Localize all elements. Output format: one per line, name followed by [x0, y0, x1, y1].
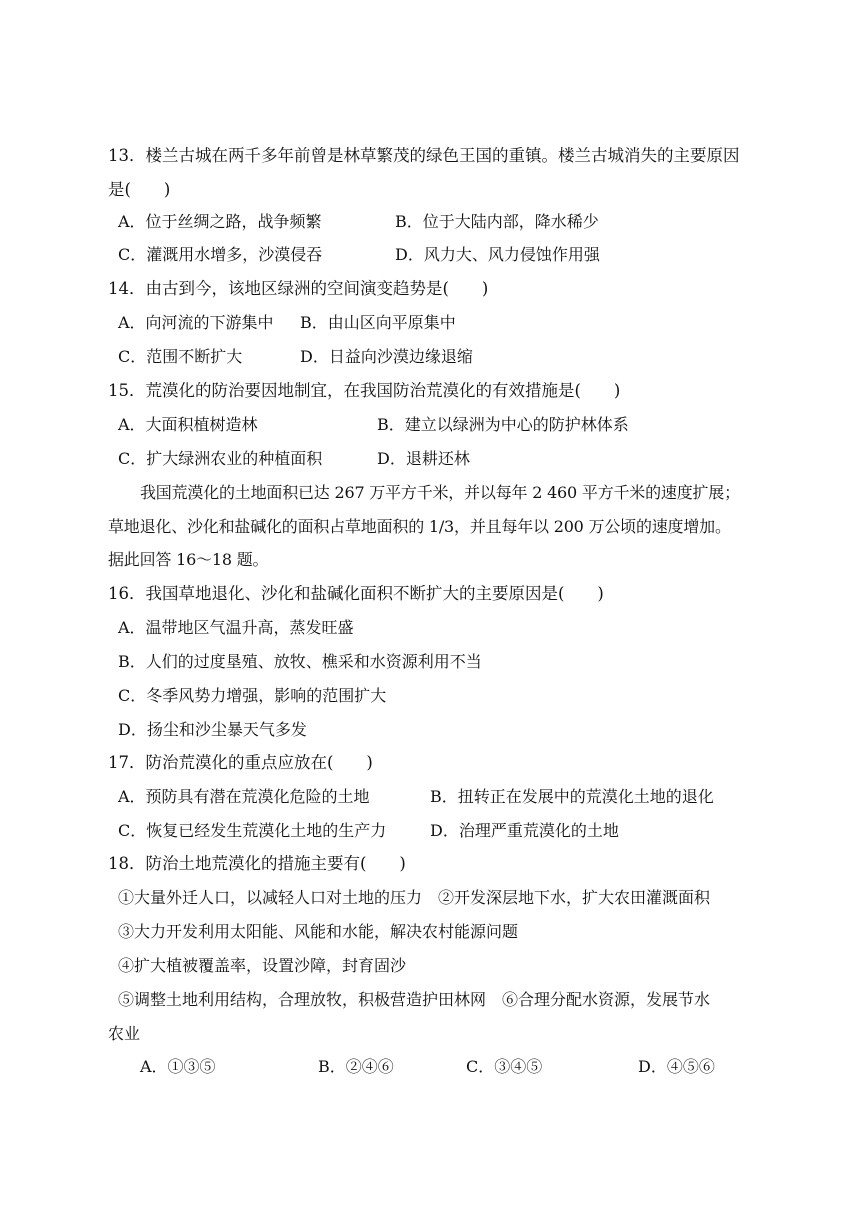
q17-option-d: D．治理严重荒漠化的土地 [430, 821, 619, 840]
q14-option-a: A．向河流的下游集中 [118, 313, 274, 332]
q15-option-a: A．大面积植树造林 [118, 415, 258, 434]
q15-option-c: C．扩大绿洲农业的种植面积 [118, 449, 323, 468]
q18-item-5-6: ⑤调整土地利用结构，合理放牧，积极营造护田林网 ⑥合理分配水资源，发展节水 [118, 990, 711, 1009]
q14-option-c: C．范围不断扩大 [118, 347, 243, 366]
q15-stem: 15．荒漠化的防治要因地制宜，在我国防治荒漠化的有效措施是( ) [108, 381, 621, 400]
q13-stem-line1: 13．楼兰古城在两千多年前曾是林草繁茂的绿色王国的重镇。楼兰古城消失的主要原因 [108, 146, 740, 165]
q18-option-a: A．①③⑤ [140, 1057, 216, 1076]
q18-stem: 18．防治土地荒漠化的措施主要有( ) [108, 854, 406, 873]
q13-option-d: D．风力大、风力侵蚀作用强 [395, 245, 600, 264]
q16-stem: 16．我国草地退化、沙化和盐碱化面积不断扩大的主要原因是( ) [108, 584, 604, 603]
q14-option-b: B．由山区向平原集中 [300, 313, 456, 332]
passage-line2: 草地退化、沙化和盐碱化的面积占草地面积的 1/3，并且每年以 200 万公顷的速度增加。 [108, 517, 731, 536]
q14-stem: 14．由古到今，该地区绿洲的空间演变趋势是( ) [108, 279, 489, 298]
q16-option-b: B．人们的过度垦殖、放牧、樵采和水资源利用不当 [118, 652, 482, 671]
q18-item-1-2: ①大量外迁人口，以减轻人口对土地的压力 ②开发深层地下水，扩大农田灌溉面积 [118, 888, 711, 907]
q17-option-c: C．恢复已经发生荒漠化土地的生产力 [118, 821, 387, 840]
q13-option-b: B．位于大陆内部，降水稀少 [395, 212, 599, 231]
q18-item-4: ④扩大植被覆盖率，设置沙障，封育固沙 [118, 956, 407, 975]
q13-option-a: A．位于丝绸之路，战争频繁 [118, 212, 322, 231]
q15-option-d: D．退耕还林 [377, 449, 470, 468]
q16-option-a: A．温带地区气温升高，蒸发旺盛 [118, 618, 354, 637]
q13-stem-line2: 是( ) [108, 180, 171, 199]
q17-stem: 17．防治荒漠化的重点应放在( ) [108, 753, 373, 772]
q17-option-b: B．扭转正在发展中的荒漠化土地的退化 [430, 787, 714, 806]
q16-option-d: D．扬尘和沙尘暴天气多发 [118, 720, 307, 739]
passage-line3: 据此回答 16～18 题。 [108, 550, 269, 569]
passage-line1: 我国荒漠化的土地面积已达 267 万平方千米，并以每年 2 460 平方千米的速度扩展； [140, 483, 740, 502]
q18-option-b: B．②④⑥ [318, 1057, 394, 1076]
q18-option-c: C．③④⑤ [466, 1057, 543, 1076]
q18-option-d: D．④⑤⑥ [638, 1057, 715, 1076]
q18-item-5-6-continued: 农业 [108, 1024, 141, 1043]
q15-option-b: B．建立以绿洲为中心的防护林体系 [377, 415, 629, 434]
q16-option-c: C．冬季风势力增强，影响的范围扩大 [118, 686, 387, 705]
q13-option-c: C．灌溉用水增多，沙漠侵吞 [118, 245, 323, 264]
q17-option-a: A．预防具有潜在荒漠化危险的土地 [118, 787, 370, 806]
q14-option-d: D．日益向沙漠边缘退缩 [300, 347, 473, 366]
q18-item-3: ③大力开发利用太阳能、风能和水能，解决农村能源问题 [118, 922, 519, 941]
